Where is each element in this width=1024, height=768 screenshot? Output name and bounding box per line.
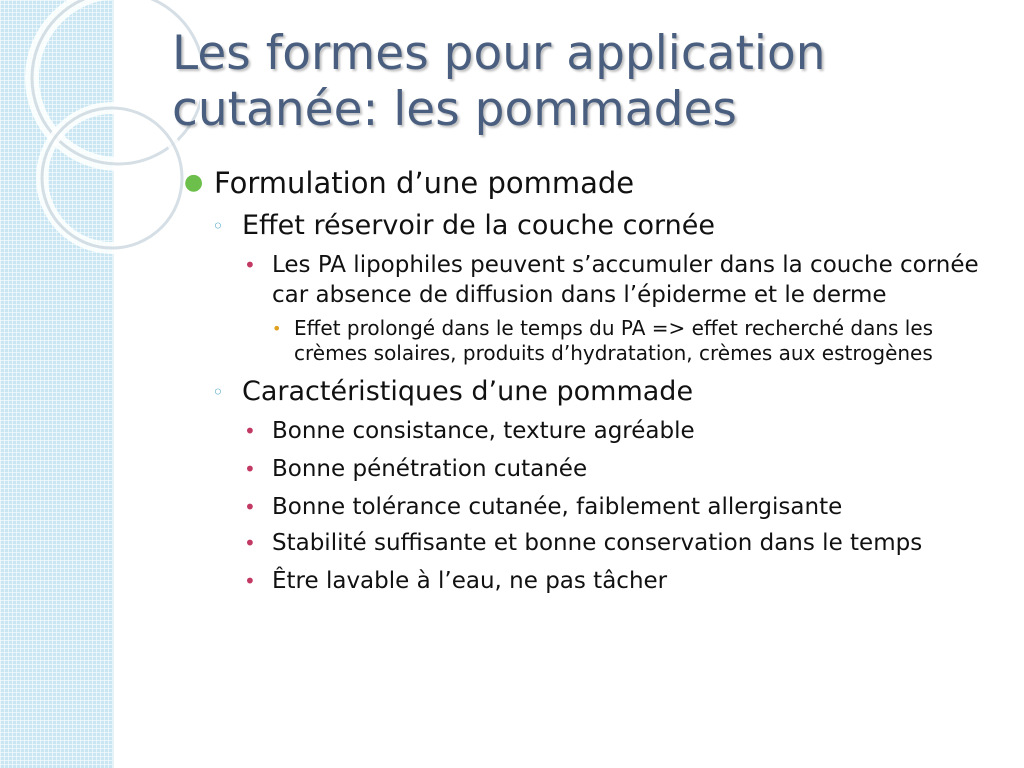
bullet-small-dot-icon: •: [244, 419, 256, 443]
list-item: [242, 528, 1002, 558]
bullet-ring-icon: ◦: [212, 380, 224, 404]
bullet-small-dot-icon: •: [244, 531, 256, 555]
bullet-text: Caractéristiques d’une pommade: [242, 376, 694, 407]
bullet-text: Être lavable à l’eau, ne pas tâcher: [272, 568, 668, 594]
bullet-text: Effet prolongé dans le temps du PA => effet recherché dans les crèmes solaires, produits d’hydratation, crèmes aux estrogènes: [294, 316, 934, 365]
slide-content: [182, 164, 1002, 596]
bullet-text: Bonne consistance, texture agréable: [272, 418, 695, 444]
bullet-text: Bonne tolérance cutanée, faiblement allergisante: [272, 494, 843, 520]
list-item: [242, 492, 1002, 522]
bullet-small-dot-icon: •: [244, 495, 256, 519]
bullet-small-dot-icon: •: [244, 569, 256, 593]
title-line-1: Les formes pour application: [172, 26, 826, 81]
bullet-level2: [212, 374, 1002, 410]
bullet-text: Stabilité suffisante et bonne conservation dans le temps: [272, 530, 923, 556]
bullet-text: Effet réservoir de la couche cornée: [242, 210, 715, 241]
list-item: [242, 454, 1002, 484]
bullet-text: Bonne pénétration cutanée: [272, 456, 588, 482]
bullet-level1: [182, 164, 1002, 202]
bullet-small-dot-icon: •: [244, 253, 256, 277]
bullet-small-dot-icon: •: [272, 319, 282, 338]
bullet-text: Les PA lipophiles peuvent s’accumuler dans la couche cornée car absence de diffusion dans l’épiderme et le derme: [272, 252, 979, 308]
slide-title: [172, 26, 992, 138]
list-item: [242, 566, 1002, 596]
bullet-level2: [212, 208, 1002, 244]
title-line-2: cutanée: les pommades: [172, 82, 737, 137]
bullet-level4: [270, 316, 1002, 366]
bullet-level3: [242, 250, 1002, 310]
bullet-text: Formulation d’une pommade: [214, 166, 635, 200]
bullet-small-dot-icon: •: [244, 457, 256, 481]
bullet-dot-icon: ●: [184, 170, 204, 195]
list-item: [242, 416, 1002, 446]
decorative-rings: [0, 0, 200, 300]
bullet-ring-icon: ◦: [212, 214, 224, 238]
